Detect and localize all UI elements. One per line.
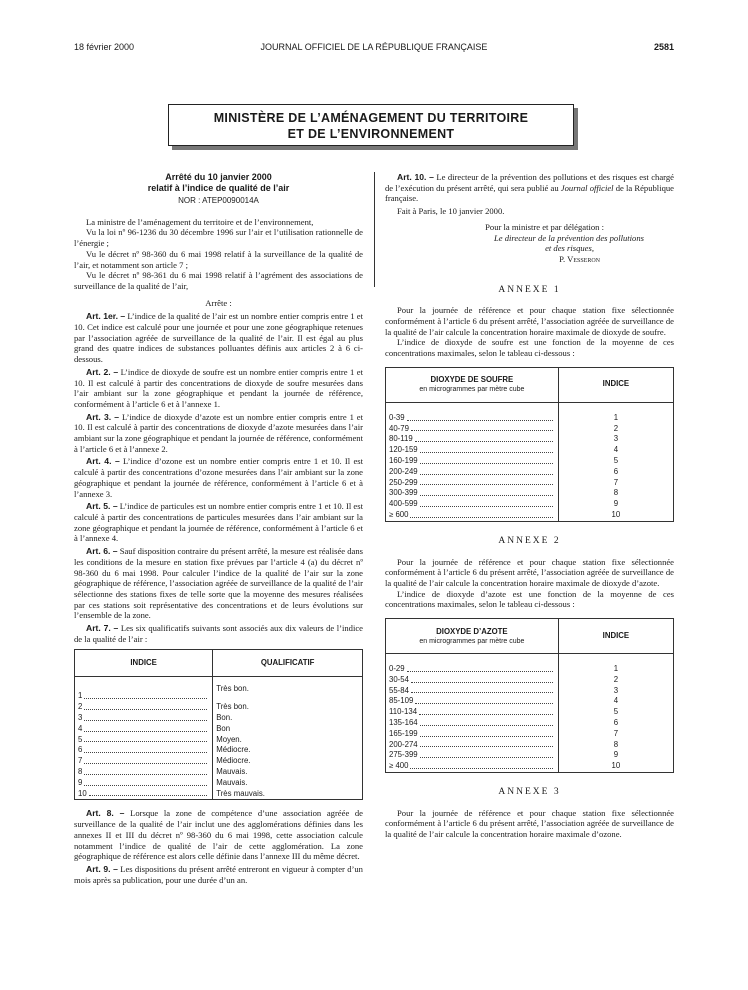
qual-col-header-indice: INDICE — [75, 650, 213, 677]
article-label: Art. 3. – — [86, 411, 120, 422]
no2-col-header: DIOXYDE D’AZOTE en microgrammes par mètre cube — [386, 619, 559, 654]
table-row — [386, 478, 674, 489]
table-row — [75, 702, 363, 713]
qual-indice-cell: 1 — [75, 677, 213, 702]
signature-name: P. Vesseron — [559, 253, 600, 264]
qual-qualificatif-cell: Très bon. — [213, 702, 363, 713]
signature-title: Le directeur de la prévention des pollutions — [493, 232, 644, 243]
table-row — [386, 456, 674, 467]
article-label: Art. 2. – — [86, 366, 119, 377]
concentration-range-cell: 80-119 — [386, 434, 559, 445]
column-divider — [374, 172, 375, 287]
header-page-number: 2581 — [653, 42, 674, 52]
table-row — [75, 756, 363, 767]
concentration-range-cell: 135-164 — [386, 718, 559, 729]
annexe-1-paragraph-1: Pour la journée de référence et pour chaque station fixe sélectionnée conformément à l’article 6 du présent arrêté, l’association agréée de surveillance de la qualité de l’air calcule la concentration horaire maximale de dioxyde de soufre. — [385, 305, 674, 337]
table-row — [386, 467, 674, 478]
table-row — [386, 740, 674, 751]
right-column — [385, 172, 674, 840]
article-paragraph — [74, 456, 363, 499]
concentration-range-cell: 250-299 — [386, 478, 559, 489]
table-row — [75, 767, 363, 778]
table-row — [386, 445, 674, 456]
qual-qualificatif-cell: Très bon. — [213, 677, 363, 702]
qual-qualificatif-cell: Bon. — [213, 713, 363, 724]
article-label: Art. 7. – — [86, 623, 119, 634]
concentration-range-cell: 40-79 — [386, 424, 559, 435]
table-row — [386, 686, 674, 697]
concentration-range-cell: 110-134 — [386, 707, 559, 718]
table-row — [386, 707, 674, 718]
index-value-cell: 9 — [558, 499, 673, 510]
article-text: L’indice de la qualité de l’air est un nombre entier compris entre 1 et 10. Cet indice est calculé pour une journée et pour une zone géographique retenues par l’association agréée de surveillance de la qualité de l’air. Il est égal au plus grand des quatre indices de substances polluantes définis aux articles 2 à 6 ci-dessous. — [74, 311, 364, 365]
qual-indice-cell: 8 — [75, 767, 213, 778]
table-row — [386, 750, 674, 761]
article-paragraph — [74, 501, 363, 544]
index-value-cell: 6 — [558, 467, 673, 478]
articles-after-list — [74, 808, 363, 885]
visa-paragraph: Vu la loi nº 96-1236 du 30 décembre 1996 sur l’air et l’utilisation rationnelle de l’énergie ; — [74, 227, 363, 249]
article-text: L’indice d’ozone est un nombre entier compris entre 1 et 10. Il est calculé à partir des concentrations d’ozone mesurées dans l’air ambiant sur la zone géographique et pendant la journée de référence, conformément à l’article 6 et à l’annexe 3. — [74, 456, 363, 499]
so2-col-header: DIOXYDE DE SOUFRE en microgrammes par mètre cube — [386, 367, 559, 402]
article-label: Art. 6. – — [86, 546, 118, 557]
header-date: 18 février 2000 — [74, 42, 135, 52]
so2-index-table — [385, 367, 674, 522]
no2-index-table — [385, 618, 674, 773]
concentration-range-cell: 200-274 — [386, 740, 559, 751]
table-row — [386, 654, 674, 675]
annexe-2-paragraph-1: Pour la journée de référence et pour chaque station fixe sélectionnée conformément à l’article 6 du présent arrêté, l’association agréée de surveillance de la qualité de l’air calcule la concentration horaire maximale de dioxyde d’azote. — [385, 556, 674, 588]
table-row — [386, 696, 674, 707]
concentration-range-cell: ≥ 600 — [386, 510, 559, 521]
signature-delegation: Pour la ministre et par délégation : — [485, 221, 604, 232]
table-row — [75, 713, 363, 724]
annexe-2-paragraph-2: L’indice de dioxyde d’azote est une fonction de la moyenne de ces concentrations maximales, selon le tableau ci-dessous : — [385, 588, 674, 610]
signature-title-cont: et des risques, — [545, 243, 594, 254]
arrete-label: Arrête : — [205, 297, 232, 308]
concentration-range-cell: 200-249 — [386, 467, 559, 478]
ministry-title-box — [168, 104, 574, 146]
concentration-range-cell: 300-399 — [386, 488, 559, 499]
concentration-range-cell: 400-599 — [386, 499, 559, 510]
qual-indice-cell: 5 — [75, 735, 213, 746]
table-row — [386, 718, 674, 729]
qualificatif-table — [74, 649, 363, 800]
index-value-cell: 8 — [558, 740, 673, 751]
article-text: Les six qualificatifs suivants sont associés aux dix valeurs de l’indice de la qualité de l’air : — [74, 623, 363, 644]
index-value-cell: 7 — [558, 729, 673, 740]
visa-paragraph: Vu le décret nº 98-361 du 6 mai 1998 relatif à l’agrément des associations de surveillance de la qualité de l’air, — [74, 270, 363, 291]
table-row — [386, 729, 674, 740]
annexe-3-paragraph-1: Pour la journée de référence et pour chaque station fixe sélectionnée conformément à l’article 6 du présent arrêté, l’association agréée de surveillance de la qualité de l’air calcule la concentration horaire maximale d’ozone. — [385, 807, 674, 840]
visa-paragraph: Vu le décret nº 98-360 du 6 mai 1998 relatif à la surveillance de la qualité de l’air, et notamment son article 7 ; — [74, 248, 363, 270]
annexe-2-title: ANNEXE 2 — [498, 535, 561, 546]
article-label: Art. 9. – — [86, 863, 118, 874]
index-value-cell: 3 — [558, 686, 673, 697]
article-text: Sauf disposition contraire du présent arrêté, la mesure est réalisée dans les conditions de la mesure en station fixe prévues par l’article 4 (a) du décret nº 98-360 du 6 mai 1998. Pour calculer l’indice de la qualité de l’air sur la zone géographique de référence, l’association agréée de surveillance de la qualité de l’air sélectionne des stations fixes de telle sorte que la moyenne des mesures réalisées par ces stations soit représentative des concentrations et de leurs évolutions sur l’ensemble de la zone. — [74, 546, 363, 621]
table-row — [386, 499, 674, 510]
qual-indice-cell: 7 — [75, 756, 213, 767]
decree-title: Arrêté du 10 janvier 2000 — [165, 172, 272, 182]
concentration-range-cell: 0-29 — [386, 654, 559, 675]
qual-qualificatif-cell: Médiocre. — [213, 756, 363, 767]
qual-qualificatif-cell: Médiocre. — [213, 745, 363, 756]
table-row — [386, 488, 674, 499]
concentration-range-cell: 160-199 — [386, 456, 559, 467]
index-value-cell: 10 — [558, 510, 673, 521]
table-row — [75, 745, 363, 756]
table-row — [386, 761, 674, 772]
concentration-range-cell: 165-199 — [386, 729, 559, 740]
article-label: Art. 5. – — [86, 501, 118, 512]
table-row — [75, 789, 363, 800]
decree-visas — [74, 217, 363, 292]
table-row — [386, 675, 674, 686]
table-row — [75, 677, 363, 702]
concentration-range-cell: 0-39 — [386, 402, 559, 423]
qual-qualificatif-cell: Mauvais. — [213, 767, 363, 778]
table-row — [386, 424, 674, 435]
article-label: Art. 1er. – — [86, 311, 126, 322]
article-label: Art. 8. – — [86, 808, 125, 819]
no2-indice-header: INDICE — [558, 619, 673, 654]
article-text: L’indice de dioxyde de soufre est un nombre entier compris entre 1 et 10. Il est calculé à partir des concentrations de dioxyde de soufre mesurées dans l’air ambiant sur la zone géographique et pendant la journée de référence, conformément à l’article 6 et à l’annexe 1. — [74, 366, 363, 409]
table-row — [75, 724, 363, 735]
article-paragraph — [74, 864, 363, 885]
article-10: Art. 10. – Le directeur de la prévention des pollutions et des risques est chargé de l’exécution du présent arrêté, qui sera publié au Journal officiel de la République française. — [385, 172, 674, 204]
index-value-cell: 9 — [558, 750, 673, 761]
qual-qualificatif-cell: Mauvais. — [213, 778, 363, 789]
concentration-range-cell: 30-54 — [386, 675, 559, 686]
qualificatif-table-wrapper — [74, 649, 363, 800]
qual-indice-cell: 2 — [75, 702, 213, 713]
article-paragraph — [74, 808, 363, 862]
ministry-title-line2: ET DE L’ENVIRONNEMENT — [287, 127, 455, 141]
qual-indice-cell: 9 — [75, 778, 213, 789]
table-row — [386, 510, 674, 521]
decree-nor: NOR : ATEP0090014A — [178, 196, 259, 205]
index-value-cell: 4 — [558, 696, 673, 707]
concentration-range-cell: 275-399 — [386, 750, 559, 761]
index-value-cell: 1 — [558, 402, 673, 423]
qual-indice-cell: 4 — [75, 724, 213, 735]
visa-paragraph: La ministre de l’aménagement du territoire et de l’environnement, — [86, 216, 314, 227]
qual-indice-cell: 3 — [75, 713, 213, 724]
index-value-cell: 5 — [558, 707, 673, 718]
article-paragraph — [74, 623, 363, 644]
index-value-cell: 8 — [558, 488, 673, 499]
table-row — [386, 434, 674, 445]
annexe-1-title: ANNEXE 1 — [498, 284, 561, 295]
left-column — [74, 172, 363, 885]
index-value-cell: 7 — [558, 478, 673, 489]
article-paragraph — [74, 412, 363, 455]
qual-indice-cell: 10 — [75, 789, 213, 800]
table-row — [75, 778, 363, 789]
article-paragraph — [74, 311, 363, 365]
index-value-cell: 5 — [558, 456, 673, 467]
index-value-cell: 2 — [558, 424, 673, 435]
index-value-cell: 6 — [558, 718, 673, 729]
table-row — [386, 402, 674, 423]
header-journal-title: JOURNAL OFFICIEL DE LA RÉPUBLIQUE FRANÇAISE — [260, 42, 488, 52]
index-value-cell: 3 — [558, 434, 673, 445]
qual-col-header-qualificatif: QUALIFICATIF — [213, 650, 363, 677]
article-text: Lorsque la zone de compétence d’une association agréée de surveillance de la qualité de l’air inclut une des agglomérations définies dans les annexes II et III du décret nº 98-360 du 6 mai 1998, cette association calcule notamment l’indice de qualité de l’air de cette agglomération. La zone géographique de référence est alors celle définie dans l’annexe III du même décret. — [74, 808, 363, 862]
qual-qualificatif-cell: Moyen. — [213, 735, 363, 746]
article-paragraph — [74, 546, 363, 621]
index-value-cell: 10 — [558, 761, 673, 772]
article-text: Les dispositions du présent arrêté entreront en vigueur à compter d’un mois après sa publication, pour une durée d’un an. — [74, 863, 363, 885]
index-value-cell: 1 — [558, 654, 673, 675]
table-row — [75, 735, 363, 746]
concentration-range-cell: 85-109 — [386, 696, 559, 707]
article-label: Art. 4. – — [86, 456, 120, 467]
index-value-cell: 4 — [558, 445, 673, 456]
qual-indice-cell: 6 — [75, 745, 213, 756]
qual-qualificatif-cell: Très mauvais. — [213, 789, 363, 800]
annexe-1-paragraph-2: L’indice de dioxyde de soufre est une fonction de la moyenne de ces concentrations maximales, selon le tableau ci-dessous : — [385, 337, 674, 359]
concentration-range-cell: 55-84 — [386, 686, 559, 697]
so2-indice-header: INDICE — [558, 367, 673, 402]
qual-qualificatif-cell: Bon — [213, 724, 363, 735]
decree-subtitle: relatif à l’indice de qualité de l’air — [147, 183, 290, 193]
concentration-range-cell: 120-159 — [386, 445, 559, 456]
articles-list — [74, 311, 363, 644]
article-text: L’indice de dioxyde d’azote est un nombre entier compris entre 1 et 10. Il est calculé à partir des concentrations de dioxyde d’azote mesurées dans l’air ambiant sur la zone géographique et pendant la journée de référence, conformément à l’article 6 et à l’annexe 2. — [74, 411, 363, 454]
article-paragraph — [74, 367, 363, 410]
ministry-title-line1: MINISTÈRE DE L’AMÉNAGEMENT DU TERRITOIRE — [213, 111, 529, 125]
article-text: L’indice de particules est un nombre entier compris entre 1 et 10. Il est calculé à partir des concentrations de particules mesurées dans l’air ambiant sur la zone géographique et pendant la journée de référence, conformément à l’article 6 et à l’annexe 4. — [74, 501, 363, 544]
concentration-range-cell: ≥ 400 — [386, 761, 559, 772]
index-value-cell: 2 — [558, 675, 673, 686]
signature-place-date: Fait à Paris, le 10 janvier 2000. — [397, 206, 505, 217]
annexe-3-title: ANNEXE 3 — [498, 787, 561, 797]
